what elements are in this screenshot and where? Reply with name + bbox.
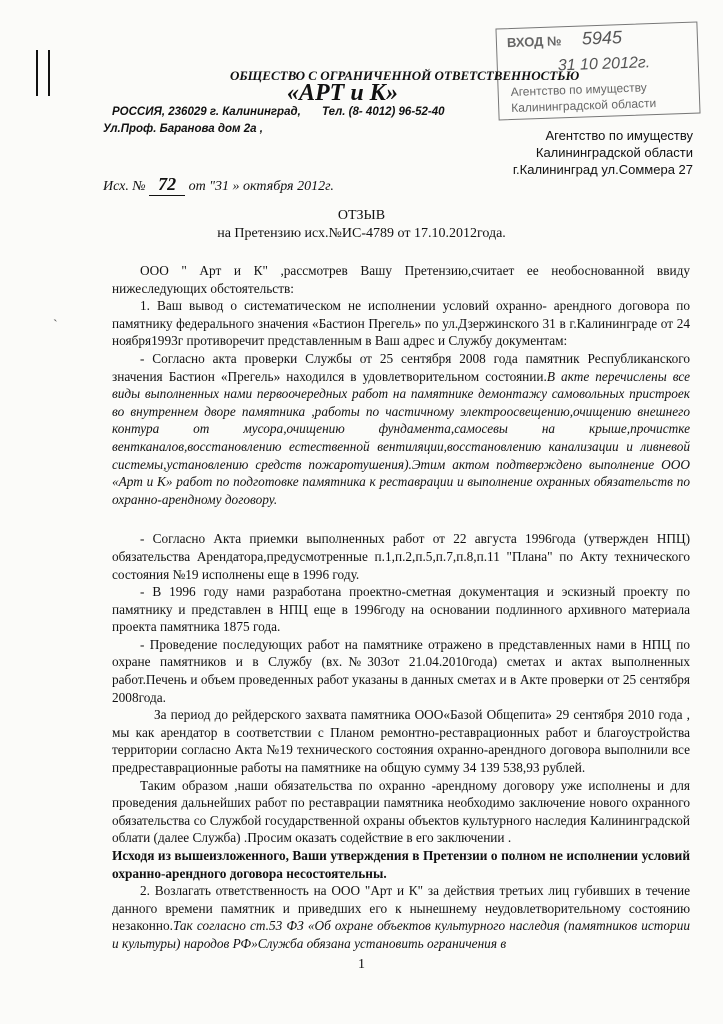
- company-phone: Тел. (8- 4012) 96-52-40: [322, 106, 445, 118]
- company-type: ОБЩЕСТВО С ОГРАНИЧЕННОЙ ОТВЕТСТВЕННОСТЬЮ: [230, 68, 580, 83]
- paragraph-inspection-text: - Согласно акта проверки Службы от 25 сентября 2008 года памятник Республиканского значения Бастион «Прегель» находился в удовлетворительном состоянии.: [112, 350, 690, 384]
- company-name: «АРТ и К»: [287, 80, 398, 106]
- document-title: ОТЗЫВ: [337, 208, 386, 223]
- stamp-org-line2: Калининградской области: [510, 95, 657, 116]
- paragraph-subsequent-works: - Проведение последующих работ на памятнике отражено в представленных нами в НПЦ по охране памятников и в Службу (вх.№303от 21.04.2010года) сметах и актах выполненных работ.Печень и объем проведенных работ указаны в данных сметах и в Акте проверки от 25 сентября 2008года.: [112, 636, 690, 705]
- stamp-org-line1: Агентство по имуществу: [510, 80, 647, 100]
- paragraph-acceptance-act: - Согласно Акта приемки выполненных работ от 22 августа 1996года (утвержден НПЦ) обязательства Арендатора,предусмотренные п.1,п.2,п.5,п.7,п.8,п.11 "Плана" по Акту технического состояния №19 исполнены еще в 1996 году.: [112, 531, 690, 582]
- margin-binder-marks: [36, 50, 56, 96]
- paragraph-point-1: 1. Ваш вывод о систематическом не исполнении условий охранно- арендного договора по памятнику федерального значения «Бастион Прегель» по ул.Дзержинского 31 в г.Калининграде от 24 ноября1993г противоречит представленным в Ваш адрес и Службу документам:: [112, 298, 690, 349]
- paragraph-intro: ООО " Арт и К" ,рассмотрев Вашу Претензию,считает ее необоснованной ввиду нижеследующих обстоятельств:: [112, 263, 690, 296]
- company-address: РОССИЯ, 236029 г. Калининград,: [112, 106, 301, 118]
- paragraph-period: За период до рейдерского захвата памятника ООО«Базой Общепита» 29 сентября 2010 года , мы как арендатор в соответствии с Планом ремонтно-реставрационных работ и благоустройства территории согласно Акта №19 технического состояния охранно-арендного договора выполнили все предреставрационные работы на памятнике на общую сумму 34 139 538,93 рублей.: [112, 707, 690, 776]
- paragraph-summary: Исходя из вышеизложенного, Ваши утверждения в Претензии о полном не исполнении условий охранно-арендного договора несостоятельны.: [112, 848, 690, 881]
- margin-mark: ˋ: [53, 318, 58, 333]
- outgoing-reference: [103, 174, 334, 196]
- company-street: Ул.Проф. Баранова дом 2а ,: [103, 123, 263, 135]
- recipient-line2: Калининградской области: [535, 145, 693, 160]
- paragraph-point-2-text: 2. Возлагать ответственность на ООО "Арт и К" за действия третьих лиц губивших в течение данного времени памятник и приведших его к нынешнему неудовлетворительному состоянию незаконно.: [112, 883, 690, 934]
- paragraph-conclusion: Таким образом ,наши обязательства по охранно -арендному договору уже исполнены и для проведения дальнейших работ по реставрации памятника необходимо заключение нового охранного обязательства со Службой государственной охраны объектов культурного наследия Калининградской облати (далее Служба) .Просим оказать содействие в его заключении .: [112, 777, 690, 846]
- recipient-line3: г.Калининград ул.Соммера 27: [512, 162, 693, 177]
- page-number: 1: [358, 957, 365, 972]
- stamp-number: 5945: [581, 27, 623, 49]
- paragraph-point-2-italic: Так согласно ст.53 ФЗ «Об охране объектов культурного наследия (памятников истории и культуры) народов РФ»Служба обязана установить ограничения в: [112, 918, 690, 951]
- paragraph-inspection-italic: В акте перечислены все виды выполненных нами первоочередных работ на памятнике демонтажу самовольных пристроек во внутреннем дворе памятника ,работы по частичному электроосвещению,очищению внешнего контура от мусора,очищению фундамента,самосевы на крыше,прочистке вентканалов,восстановлению естественной вентиляции,восстановлению канализации и ливневой системы,установлению средств пожаротушения).Этим актом подтверждено выполнение ООО «Арт и К» работ по подготовке памятника к реставрации и выполнение охранных обязательств по охранно-арендному договору.: [112, 368, 690, 507]
- paragraph-point-2: [112, 882, 690, 952]
- stamp-label: ВХОД №: [506, 33, 562, 51]
- letter-body: [112, 262, 690, 953]
- paragraph-inspection: [112, 350, 690, 508]
- outgoing-number: 72: [149, 174, 185, 196]
- outgoing-date: от "31 » октября 2012г.: [188, 179, 334, 194]
- recipient-line1: Агентство по имуществу: [545, 128, 693, 143]
- outgoing-prefix: Исх. №: [103, 179, 146, 194]
- paragraph-design-docs: - В 1996 году нами разработана проектно-сметная документация и эскизный проекту по памятнику и представлен в НПЦ еще в 1996году на основании подлинного архивного материала проекта памятника 1875 года.: [112, 584, 690, 635]
- document-subtitle: на Претензию исх.№ИС-4789 от 17.10.2012года.: [217, 226, 506, 241]
- stamp-date: 31 10 2012г.: [557, 54, 651, 75]
